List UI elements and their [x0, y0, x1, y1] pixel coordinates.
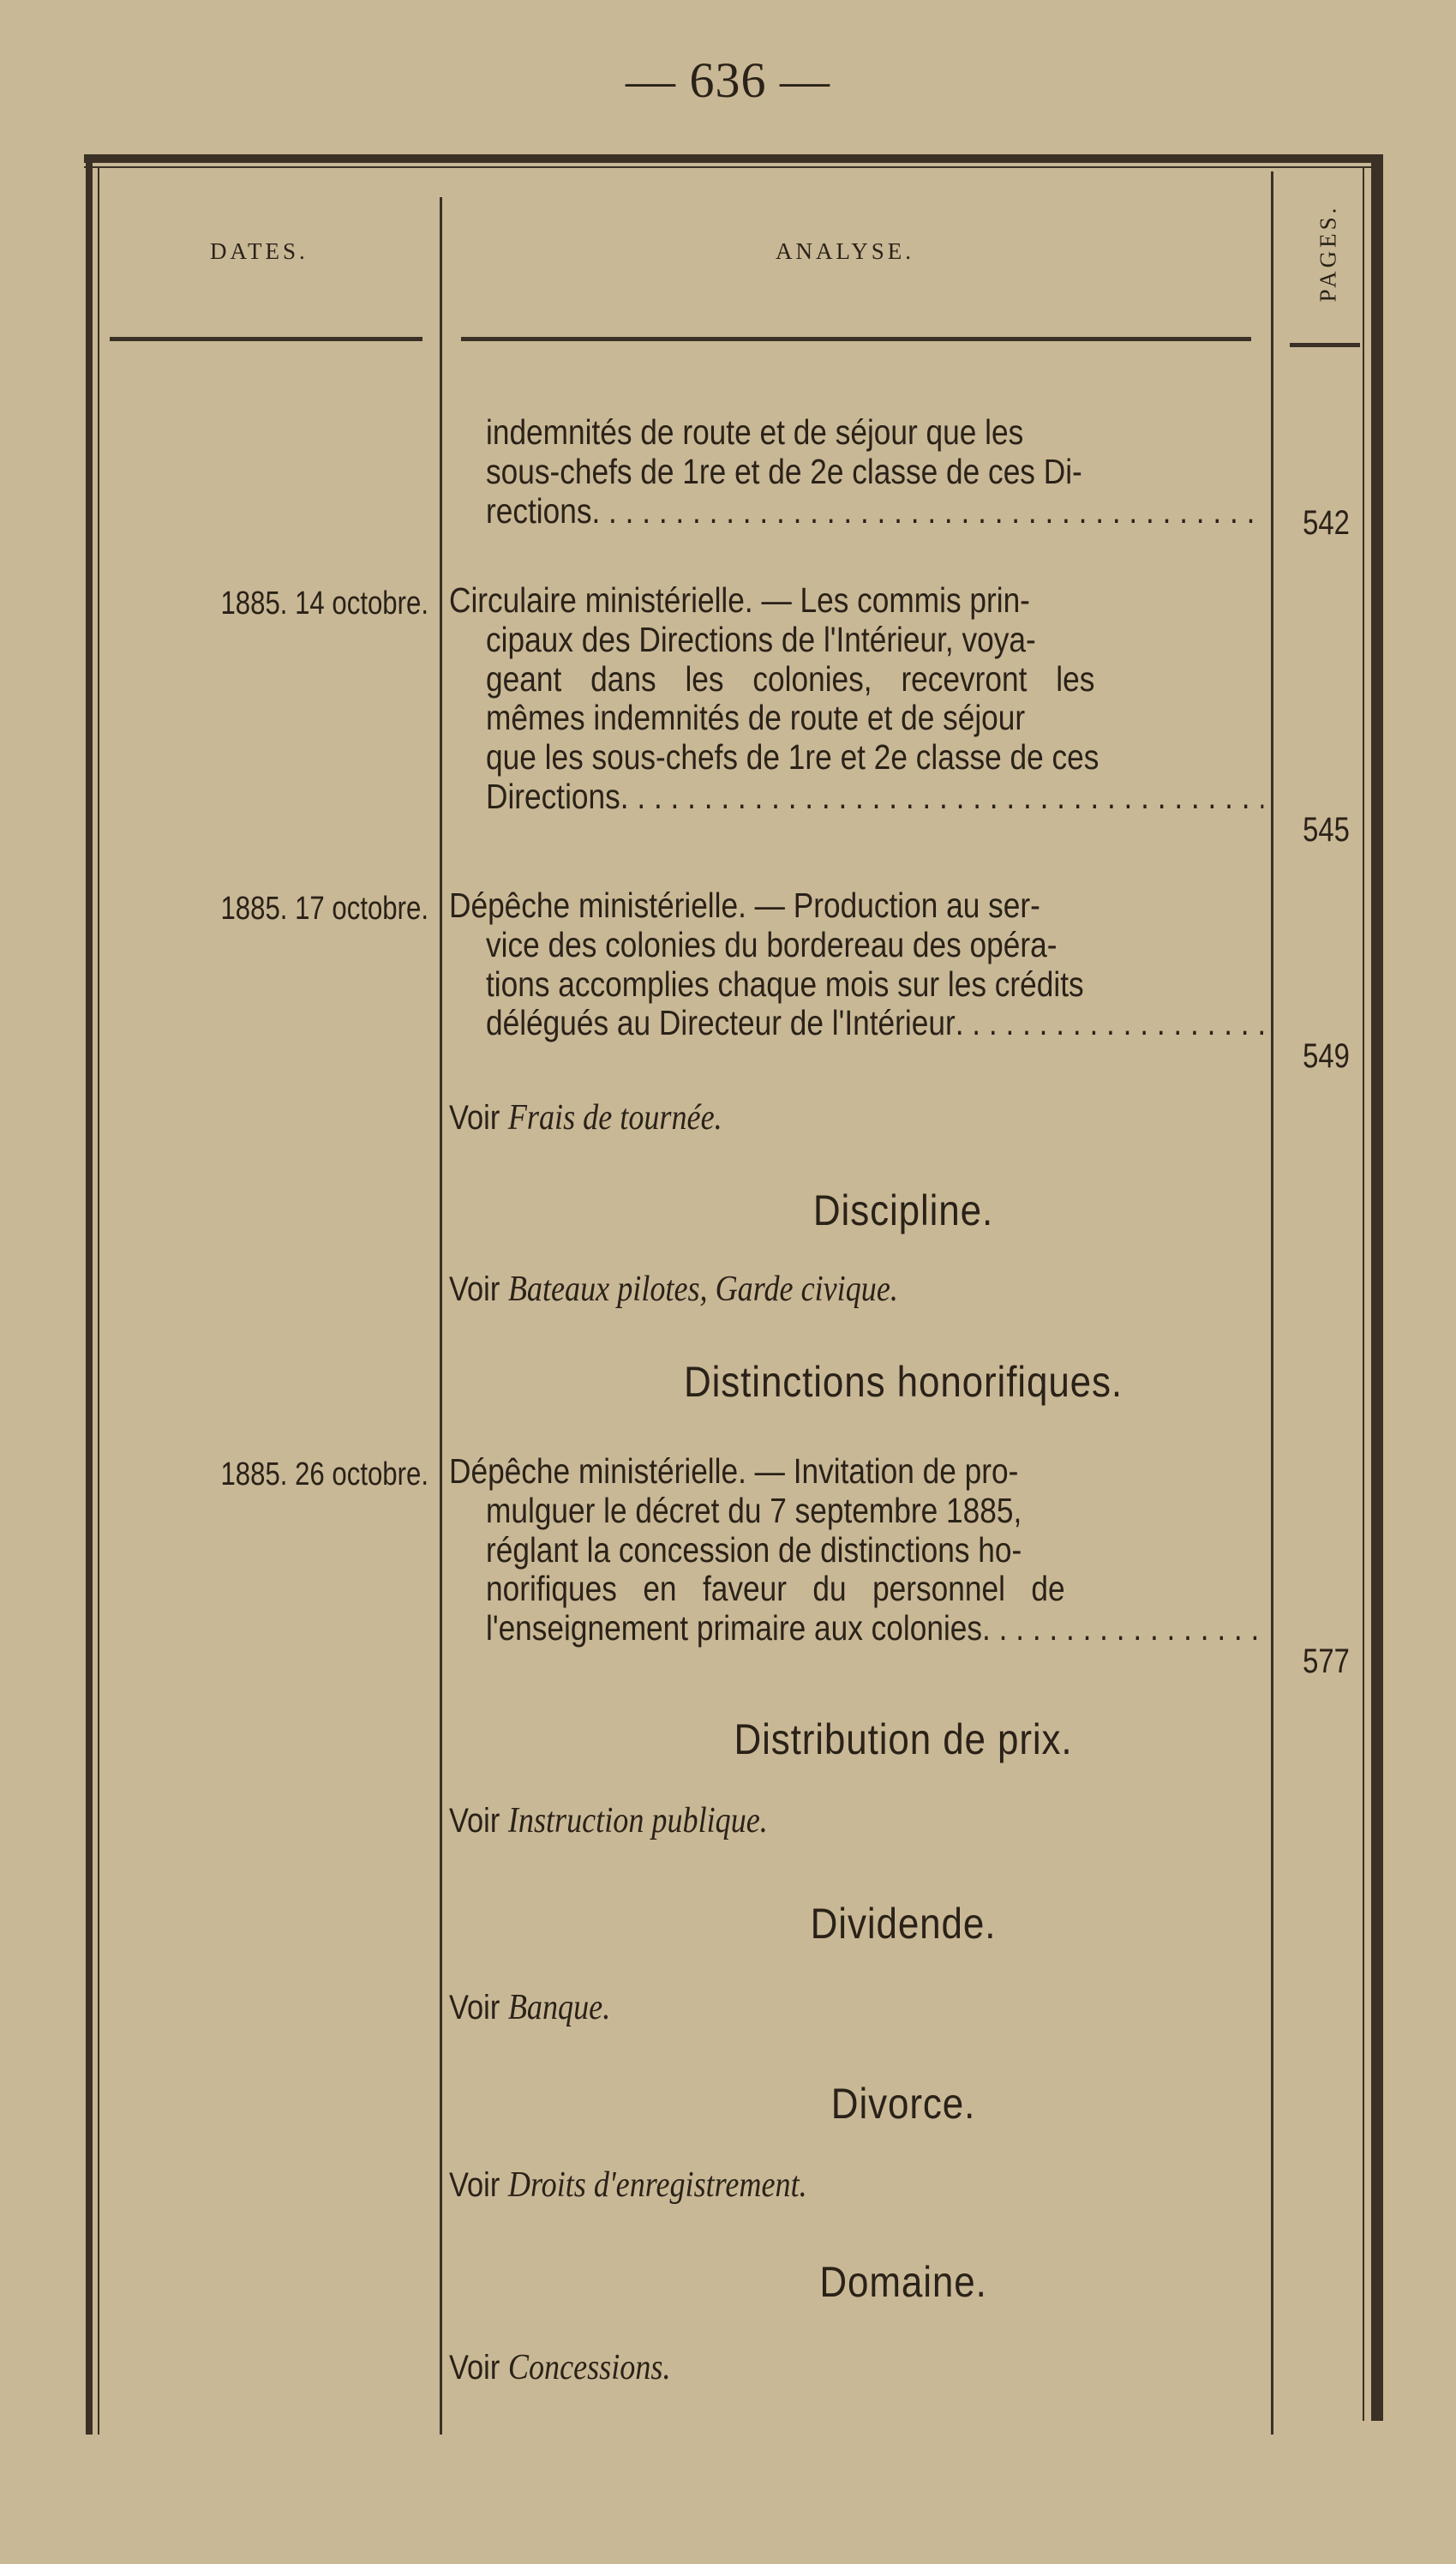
section-heading: Divorce.	[830, 2080, 976, 2128]
section-heading: Domaine.	[819, 2258, 987, 2306]
section-heading: Distribution de prix.	[734, 1715, 1073, 1763]
header-analyse: ANALYSE.	[776, 238, 915, 264]
entry-date: 1885. 26 octobre.	[220, 1456, 428, 1492]
section-heading: Dividende.	[810, 1900, 997, 1948]
page-ref: 545	[1303, 811, 1350, 849]
table-top-inner-border	[84, 166, 1383, 168]
column-divider-dates	[440, 197, 442, 2435]
cross-reference: Voir Concessions.	[449, 2348, 671, 2387]
page-ref: 542	[1303, 504, 1350, 542]
page-ref: 549	[1303, 1037, 1350, 1075]
entry-circulaire: Circulaire ministérielle. — Les commis prin- cipaux des Directions de l'Intérieur, voya- geant dans les colonies, recevront les mêmes indemnités de route et de séjour que les sous-chefs de 1re et 2e classe de ces Directions . . .	[449, 581, 1263, 817]
entry-continuation: indemnités de route et de séjour que les sous-chefs de 1re et de 2e classe de ces Di- rections . . .	[449, 413, 1263, 531]
section-heading: Distinctions honorifiques.	[683, 1358, 1123, 1406]
table-left-inner-border	[98, 168, 99, 2435]
header-pages: PAGES.	[1315, 204, 1341, 302]
header-rule-analyse	[461, 337, 1251, 341]
cross-reference: Voir Bateaux pilotes, Garde civique.	[449, 1270, 898, 1309]
entry-depeche-distinctions: Dépêche ministérielle. — Invitation de pro- mulguer le décret du 7 septembre 1885, réglant la concession de distinctions ho- norifiques en faveur du personnel de l'enseignement primaire aux colonies . . .	[449, 1452, 1263, 1648]
table-top-border	[84, 154, 1383, 163]
page-number: — 636 —	[626, 52, 830, 108]
entry-date: 1885. 14 octobre.	[220, 585, 428, 621]
entry-depeche-bordereau: Dépêche ministérielle. — Production au ser- vice des colonies du bordereau des opéra- tions accomplies chaque mois sur les crédits délégués au Directeur de l'Intérieur . . .	[449, 886, 1263, 1043]
table-right-inner-border	[1363, 168, 1364, 2421]
cross-reference: Voir Banque.	[449, 1988, 611, 2027]
header-pages-cell	[1303, 193, 1354, 313]
table-left-border	[86, 154, 93, 2435]
cross-reference: Voir Frais de tournée.	[449, 1098, 722, 1138]
header-dates: DATES.	[210, 238, 309, 264]
page-ref: 577	[1303, 1642, 1350, 1680]
table-right-border	[1371, 154, 1383, 2421]
header-rule-dates	[110, 337, 422, 341]
cross-reference: Voir Droits d'enregistrement.	[449, 2165, 807, 2205]
entry-date: 1885. 17 octobre.	[220, 891, 428, 927]
section-heading: Discipline.	[812, 1186, 994, 1234]
header-rule-pages	[1290, 343, 1360, 347]
cross-reference: Voir Instruction publique.	[449, 1801, 768, 1840]
